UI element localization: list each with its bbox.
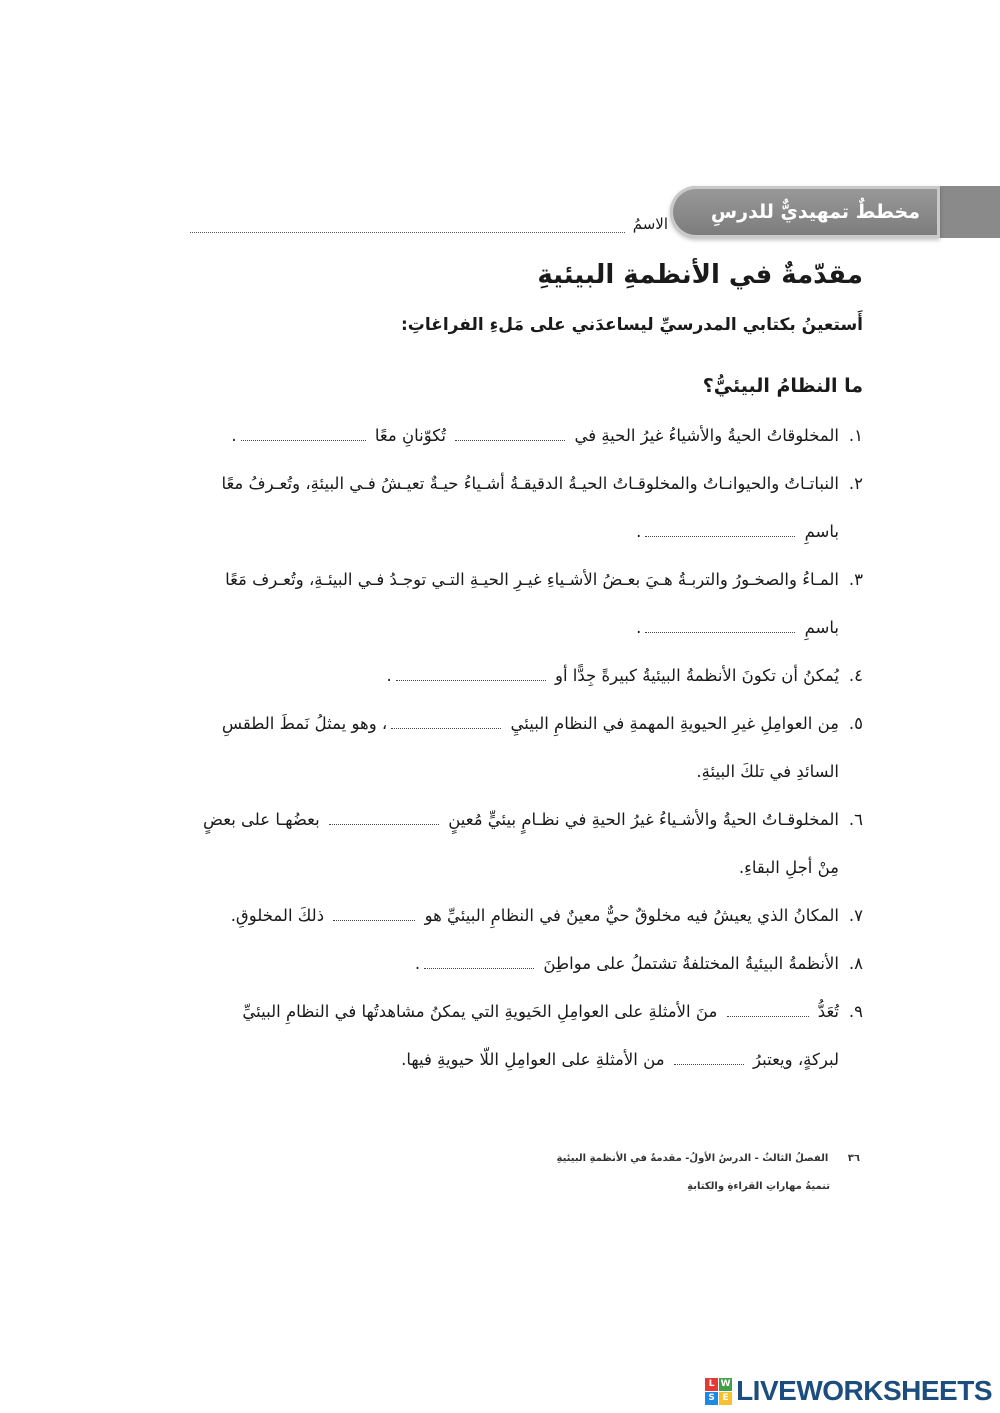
answer-blank[interactable] (391, 711, 501, 729)
answer-blank[interactable] (674, 1047, 744, 1065)
question-number: ٨. (848, 954, 863, 973)
question-4 (203, 652, 863, 700)
question-text-part: يُمكنُ أن تكونَ الأنظمةُ البيئيةُ كبيرةً جِدًّا أو (554, 666, 839, 685)
question-text-part: المخلوقـاتُ الحيةُ والأشـياءُ غيرُ الحيةِ في نظـامٍ بيئيٍّ مُعينٍ (448, 810, 839, 829)
question-text (203, 556, 839, 652)
question-number: ٤. (848, 666, 863, 685)
section-heading: ما النظامُ البيئيُّ؟ (702, 375, 863, 397)
question-text-part: . (386, 666, 392, 685)
answer-blank[interactable] (645, 615, 795, 633)
question-number: ٥. (848, 714, 863, 733)
lesson-outline-label: مخططٌ تمهيديٌّ للدرسِ (710, 201, 920, 223)
footer-line-1 (557, 1145, 860, 1173)
question-text (203, 892, 839, 940)
chapter-lesson-label: الفصلُ الثالثُ - الدرسُ الأولُ- مقدمةٌ في الأنظمةِ البيئيةِ (556, 1153, 829, 1164)
question-number: ٧. (848, 906, 863, 925)
question-1 (203, 412, 863, 460)
question-text (203, 940, 839, 988)
logo-letter: S (705, 1392, 718, 1405)
page-number: ٣٦ (847, 1153, 860, 1164)
question-number: ٩. (848, 1002, 863, 1021)
name-field (190, 205, 668, 233)
logo-letter: L (705, 1378, 718, 1391)
liveworksheets-logo-icon (705, 1378, 732, 1405)
question-text-part: المخلوقاتُ الحيةُ والأشياءُ غيرُ الحيةِ في (574, 426, 839, 445)
question-text-part: ، وهو يمثلُ نَمطَ الطقسِ السائدِ في تلكَ البيئةِ. (221, 714, 839, 781)
question-3 (203, 556, 863, 652)
question-text-part: تُكوّنانِ معًا (374, 426, 446, 445)
question-number: ٣. (848, 570, 863, 589)
liveworksheets-brand[interactable] (705, 1375, 992, 1407)
question-text-part: من الأمثلةِ على العوامِلِ اللّا حيويةِ فيها. (401, 1050, 665, 1069)
answer-blank[interactable] (396, 663, 546, 681)
logo-letter: W (720, 1378, 731, 1389)
question-text-part: . (231, 426, 237, 445)
header-tab-tail (940, 186, 1000, 238)
question-9 (203, 988, 863, 1084)
question-text-part: . (636, 618, 642, 637)
question-text-part: الأنظمةُ البيئيةُ المختلفةُ تشتملُ على مواطِنَ (543, 954, 839, 973)
answer-blank[interactable] (455, 423, 565, 441)
brand-name: LIVEWORKSHEETS (736, 1375, 992, 1406)
page-footer (557, 1145, 860, 1201)
question-number: ١. (848, 426, 863, 445)
lesson-outline-tab (670, 186, 940, 238)
answer-blank[interactable] (424, 951, 534, 969)
question-7 (203, 892, 863, 940)
question-5 (203, 700, 863, 796)
question-text-part: مِن العوامِلِ غيرِ الحيويةِ المهمةِ في النظامِ البيئيِ (510, 714, 839, 733)
answer-blank[interactable] (727, 999, 809, 1017)
instructions: أَستعينُ بكتابي المدرسيِّ ليساعدَني على مَلءِ الفراغاتِ: (400, 315, 863, 335)
question-number: ٦. (848, 810, 863, 829)
answer-blank[interactable] (241, 423, 366, 441)
answer-blank[interactable] (645, 519, 795, 537)
question-text-part: منَ الأمثلةِ على العوامِلِ الحَيويةِ التي يمكنُ مشاهدتُها في النظامِ البيئيِّ لبركةٍ، ويعتبرُ (242, 1002, 839, 1069)
question-list (203, 412, 863, 1084)
name-label: الاسمُ (632, 215, 668, 233)
question-text (203, 988, 839, 1084)
logo-letter: E (719, 1392, 732, 1405)
question-text-part: . (636, 522, 642, 541)
worksheet-content (203, 250, 863, 1084)
name-input-line[interactable] (190, 215, 625, 233)
question-text-part: النباتـاتُ والحيوانـاتُ والمخلوقـاتُ الحيـةُ الدقيقـةُ أشـياءُ حيـةٌ تعيـشُ فـي البيئةِ، وتُعـرفُ معًا باسمِ (221, 474, 839, 541)
answer-blank[interactable] (333, 903, 415, 921)
question-text (203, 796, 839, 892)
answer-blank[interactable] (329, 807, 439, 825)
question-text (203, 652, 839, 700)
footer-line-2: تنميةُ مهاراتِ القراءةِ والكتابةِ (687, 1181, 830, 1192)
question-8 (203, 940, 863, 988)
question-text-part: ذلكَ المخلوقِ. (230, 906, 325, 925)
question-6 (203, 796, 863, 892)
question-text-part: . (414, 954, 421, 973)
question-text (203, 412, 839, 460)
question-text-part: تُعَدُّ (817, 1002, 839, 1021)
question-number: ٢. (848, 474, 863, 493)
question-text-part: بعضُهـا على بعضٍ مِنْ أجلِ البقاءِ. (203, 810, 839, 877)
question-text (203, 460, 839, 556)
question-text (203, 700, 839, 796)
question-text-part: المـاءُ والصخـورُ والتربـةُ هـيَ بعـضُ الأشـياءِ غيـرِ الحيـةِ التـي توجـدُ فـي البيئـةِ، وتُعـرف مَعًا باسمِ (225, 570, 839, 637)
page-title: مقدّمةٌ في الأنظمةِ البيئيةِ (537, 260, 863, 290)
question-text-part: المكانُ الذي يعيشُ فيه مخلوقٌ حيٌّ معينٌ في النظامِ البيئيِّ هو (424, 906, 839, 925)
question-2 (203, 460, 863, 556)
